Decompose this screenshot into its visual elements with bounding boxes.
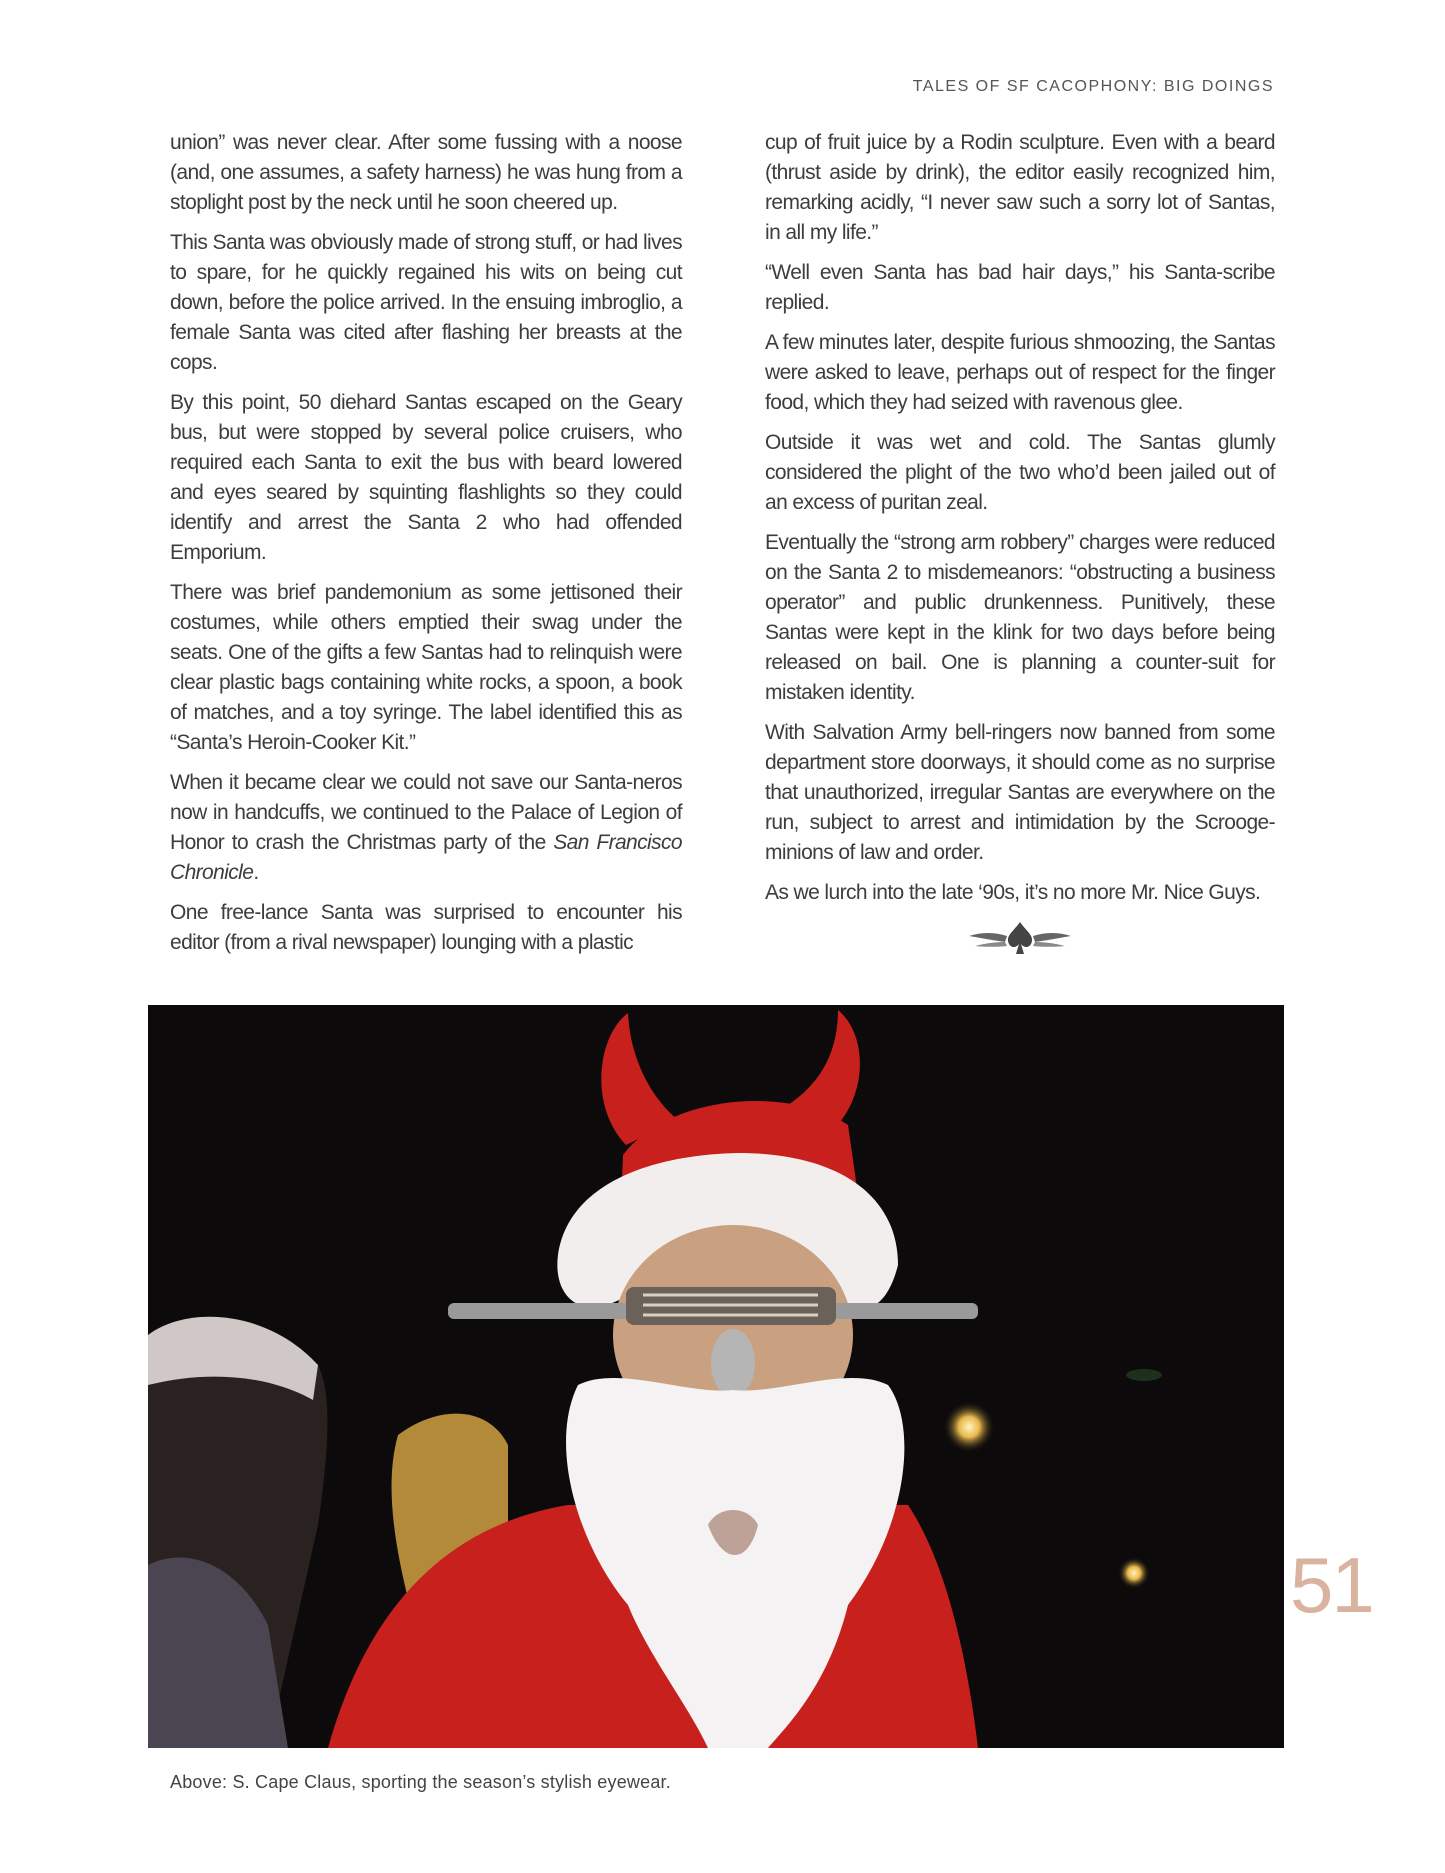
paragraph: “Well even Santa has bad hair days,” his Santa-scribe replied. (765, 261, 1275, 314)
paragraph: cup of fruit juice by a Rodin sculpture. Even with a beard (thrust aside by drink), the editor easily recognized him, remarking acidly, “I never saw such a sorry lot of Santas, in all my life.” (765, 131, 1275, 244)
paragraph: One free-lance Santa was surprised to encounter his editor (from a rival newspaper) lounging with a plastic (170, 901, 682, 954)
page-number: 51 (1290, 1541, 1373, 1629)
running-header: TALES OF SF CACOPHONY: BIG DOINGS (912, 78, 1274, 95)
newspaper-title: San Francisco Chronicle (170, 831, 682, 884)
photo-caption: Above: S. Cape Claus, sporting the season’s stylish eyewear. (170, 1772, 671, 1792)
paragraph: union” was never clear. After some fussing with a noose (and, one assumes, a safety harness) he was hung from a stoplight post by the neck until he soon cheered up. (170, 131, 682, 214)
paragraph: As we lurch into the late ‘90s, it’s no more Mr. Nice Guys. (765, 881, 1261, 904)
paragraph (170, 768, 682, 888)
right-column (765, 128, 1275, 958)
paragraph: A few minutes later, despite furious shmoozing, the Santas were asked to leave, perhaps out of respect for the finger food, which they had seized with ravenous glee. (765, 331, 1275, 414)
paragraph: With Salvation Army bell-ringers now banned from some department store doorways, it should come as no surprise that unauthorized, irregular Santas are everywhere on the run, subject to arrest and intimidation by the Scrooge-minions of law and order. (765, 721, 1275, 864)
paragraph: Eventually the “strong arm robbery” charges were reduced on the Santa 2 to misdemeanors: “obstructing a business operator” and public drunkenness. Punitively, these Santas were kept in the klink for two days before being released on bail. One is planning a counter-suit for mistaken identity. (765, 531, 1275, 704)
paragraph-text: When it became clear we could not save our Santa-neros now in handcuffs, we continued to the Palace of Legion of Honor to crash the Christmas party of the (170, 771, 682, 854)
paragraph: This Santa was obviously made of strong stuff, or had lives to spare, for he quickly regained his wits on being cut down, before the police arrived. In the ensuing imbroglio, a female Santa was cited after flashing her breasts at the cops. (170, 231, 682, 374)
left-column (170, 128, 682, 968)
devil-santa-photo (148, 1005, 1284, 1748)
paragraph-end: . (253, 861, 259, 884)
paragraph: By this point, 50 diehard Santas escaped on the Geary bus, but were stopped by several police cruisers, who required each Santa to exit the bus with beard lowered and eyes seared by squinting flashlights so they could identify and arrest the Santa 2 who had offended Emporium. (170, 391, 682, 564)
paragraph: There was brief pandemonium as some jettisoned their costumes, while others emptied their swag under the seats. One of the gifts a few Santas had to relinquish were clear plastic bags containing white rocks, a spoon, a book of matches, and a toy syringe. The label identified this as “Santa’s Heroin-Cooker Kit.” (170, 581, 682, 754)
winged-spade-icon (965, 918, 1075, 958)
paragraph: Outside it was wet and cold. The Santas glumly considered the plight of the two who’d been jailed out of an excess of puritan zeal. (765, 431, 1275, 514)
